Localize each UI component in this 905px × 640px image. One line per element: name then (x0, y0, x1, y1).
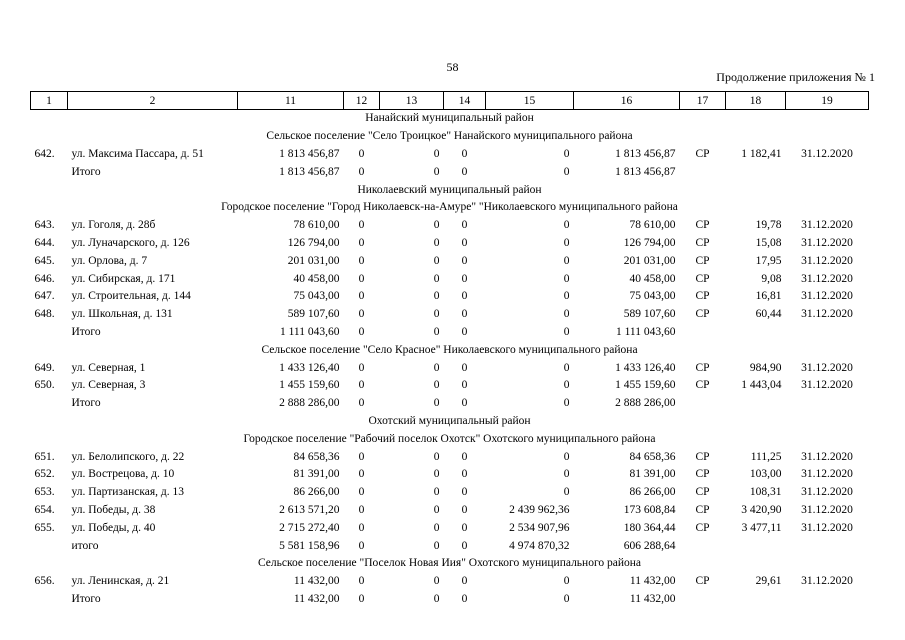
cell-col-16: 173 608,84 (623, 503, 676, 516)
total-row (31, 537, 869, 555)
cell-col-11: 75 043,00 (293, 290, 340, 303)
cell-col-19: 31.12.2020 (801, 219, 853, 232)
cell-col-11: 40 458,00 (293, 272, 340, 285)
cell-col-17 (680, 163, 726, 181)
cell-col-17 (680, 591, 726, 609)
cell-col-2: ул. Ленинская, д. 21 (71, 575, 170, 588)
section-row (31, 181, 869, 199)
cell-col-1: 652. (34, 468, 55, 481)
cell-col-19 (786, 163, 869, 181)
cell-col-17 (680, 395, 726, 413)
cell-col-17: СР (695, 308, 710, 321)
cell-col-11: 126 794,00 (287, 236, 340, 249)
cell-col-17: СР (695, 272, 710, 285)
cell-col-1: 654. (34, 503, 55, 516)
cell-col-15: 0 (563, 308, 570, 321)
cell-col-11: 2 888 286,00 (279, 397, 340, 410)
cell-col-17: СР (695, 254, 710, 267)
cell-col-1: 643. (34, 219, 55, 232)
cell-col-15: 0 (563, 575, 570, 588)
cell-col-11: 1 813 456,87 (279, 165, 340, 178)
total-row (31, 395, 869, 413)
cell-col-18: 103,00 (749, 468, 782, 481)
cell-col-17: СР (695, 361, 710, 374)
section-title: Сельское поселение "Село Троицкое" Нанайского муниципального района (266, 130, 633, 143)
cell-col-2: ул. Строительная, д. 144 (71, 290, 191, 303)
table-row (31, 484, 869, 502)
table-row (31, 519, 869, 537)
cell-col-13: 0 (433, 325, 440, 338)
cell-col-11: 11 432,00 (293, 575, 340, 588)
cell-col-18: 1 182,41 (741, 147, 782, 160)
column-header-19: 19 (786, 92, 869, 110)
cell-col-16: 11 432,00 (629, 575, 676, 588)
cell-col-16: 606 288,64 (623, 539, 676, 552)
table-row (31, 377, 869, 395)
cell-col-12: 0 (358, 450, 365, 463)
cell-col-16: 1 433 126,40 (615, 361, 676, 374)
cell-col-15: 0 (563, 254, 570, 267)
cell-col-11: 2 613 571,20 (279, 503, 340, 516)
cell-col-18 (726, 324, 786, 342)
table-row (31, 288, 869, 306)
cell-col-14: 0 (461, 272, 468, 285)
cell-col-19 (786, 537, 869, 555)
cell-col-14: 0 (461, 165, 468, 178)
cell-col-11: 78 610,00 (293, 219, 340, 232)
cell-col-14: 0 (461, 397, 468, 410)
page-number: 58 (446, 60, 459, 74)
cell-col-12: 0 (358, 379, 365, 392)
cell-col-2: ул. Максима Пассара, д. 51 (71, 147, 204, 160)
table-row (31, 146, 869, 164)
cell-col-13: 0 (433, 272, 440, 285)
cell-col-1: 650. (34, 379, 55, 392)
cell-col-2: ул. Орлова, д. 7 (71, 254, 148, 267)
cell-col-13: 0 (433, 219, 440, 232)
cell-col-17 (680, 324, 726, 342)
section-row (31, 341, 869, 359)
cell-col-18: 3 477,11 (741, 521, 782, 534)
cell-col-2: Итого (71, 165, 101, 178)
section-title: Охотский муниципальный район (368, 414, 531, 427)
cell-col-13: 0 (433, 503, 440, 516)
cell-col-18 (726, 163, 786, 181)
cell-col-12: 0 (358, 486, 365, 499)
registry-table (30, 91, 869, 608)
cell-col-14: 0 (461, 468, 468, 481)
table-row (31, 217, 869, 235)
cell-col-15: 0 (563, 272, 570, 285)
cell-col-16: 201 031,00 (623, 254, 676, 267)
header-row (31, 92, 869, 110)
cell-col-15: 0 (563, 486, 570, 499)
cell-col-13: 0 (433, 361, 440, 374)
cell-col-17 (680, 537, 726, 555)
cell-col-1 (31, 163, 68, 181)
cell-col-11: 1 433 126,40 (279, 361, 340, 374)
cell-col-17: СР (695, 503, 710, 516)
cell-col-19 (786, 591, 869, 609)
cell-col-2: Итого (71, 397, 101, 410)
table-row (31, 252, 869, 270)
cell-col-16: 40 458,00 (629, 272, 676, 285)
cell-col-15: 0 (563, 361, 570, 374)
cell-col-17: СР (695, 379, 710, 392)
column-header-17: 17 (680, 92, 726, 110)
cell-col-19: 31.12.2020 (801, 521, 853, 534)
cell-col-11: 5 581 158,96 (279, 539, 340, 552)
cell-col-14: 0 (461, 379, 468, 392)
table-row (31, 502, 869, 520)
column-header-14: 14 (444, 92, 486, 110)
table-row (31, 359, 869, 377)
cell-col-15: 0 (563, 397, 570, 410)
cell-col-2: ул. Сибирская, д. 171 (71, 272, 176, 285)
cell-col-13: 0 (433, 486, 440, 499)
cell-col-16: 78 610,00 (629, 219, 676, 232)
cell-col-13: 0 (433, 592, 440, 605)
cell-col-12: 0 (358, 308, 365, 321)
cell-col-12: 0 (358, 272, 365, 285)
cell-col-13: 0 (433, 468, 440, 481)
cell-col-14: 0 (461, 575, 468, 588)
cell-col-13: 0 (433, 165, 440, 178)
cell-col-14: 0 (461, 236, 468, 249)
section-row (31, 128, 869, 146)
section-row (31, 413, 869, 431)
cell-col-16: 1 813 456,87 (615, 147, 676, 160)
table-row (31, 306, 869, 324)
cell-col-2: ул. Северная, 1 (71, 361, 146, 374)
cell-col-18 (726, 395, 786, 413)
cell-col-19: 31.12.2020 (801, 379, 853, 392)
cell-col-13: 0 (433, 379, 440, 392)
cell-col-19: 31.12.2020 (801, 290, 853, 303)
cell-col-11: 86 266,00 (293, 486, 340, 499)
cell-col-12: 0 (358, 503, 365, 516)
table-row (31, 466, 869, 484)
cell-col-14: 0 (461, 325, 468, 338)
cell-col-18: 3 420,90 (741, 503, 782, 516)
column-header-16: 16 (574, 92, 680, 110)
cell-col-14: 0 (461, 290, 468, 303)
column-header-15: 15 (486, 92, 574, 110)
cell-col-16: 2 888 286,00 (615, 397, 676, 410)
cell-col-1: 655. (34, 521, 55, 534)
cell-col-13: 0 (433, 539, 440, 552)
cell-col-11: 2 715 272,40 (279, 521, 340, 534)
cell-col-16: 81 391,00 (629, 468, 676, 481)
cell-col-2: ул. Луначарского, д. 126 (71, 236, 190, 249)
cell-col-15: 0 (563, 450, 570, 463)
section-title: Сельское поселение "Село Красное" Николаевского муниципального района (261, 343, 638, 356)
section-title: Городское поселение "Город Николаевск-на-Амуре" "Николаевского муниципального района (221, 201, 678, 214)
cell-col-11: 1 111 043,60 (279, 325, 340, 338)
section-title: Сельское поселение "Поселок Новая Иия" Охотского муниципального района (257, 557, 642, 570)
cell-col-12: 0 (358, 361, 365, 374)
cell-col-19: 31.12.2020 (801, 486, 853, 499)
section-row (31, 199, 869, 217)
cell-col-2: ул. Партизанская, д. 13 (71, 486, 184, 499)
cell-col-2: ул. Победы, д. 40 (71, 521, 156, 534)
cell-col-14: 0 (461, 361, 468, 374)
cell-col-11: 1 813 456,87 (279, 147, 340, 160)
cell-col-19 (786, 395, 869, 413)
cell-col-16: 589 107,60 (623, 308, 676, 321)
cell-col-14: 0 (461, 254, 468, 267)
cell-col-15: 0 (563, 325, 570, 338)
cell-col-1: 648. (34, 308, 55, 321)
cell-col-17: СР (695, 236, 710, 249)
cell-col-1 (31, 324, 68, 342)
cell-col-16: 1 813 456,87 (615, 165, 676, 178)
cell-col-2: ул. Вострецова, д. 10 (71, 468, 175, 481)
cell-col-12: 0 (358, 165, 365, 178)
cell-col-18: 60,44 (755, 308, 782, 321)
cell-col-17: СР (695, 486, 710, 499)
table-row (31, 448, 869, 466)
cell-col-17: СР (695, 219, 710, 232)
cell-col-18: 108,31 (749, 486, 782, 499)
column-header-18: 18 (726, 92, 786, 110)
cell-col-19: 31.12.2020 (801, 503, 853, 516)
cell-col-2: итого (71, 539, 99, 552)
cell-col-15: 0 (563, 147, 570, 160)
cell-col-13: 0 (433, 236, 440, 249)
cell-col-19: 31.12.2020 (801, 272, 853, 285)
cell-col-15: 2 439 962,36 (509, 503, 570, 516)
cell-col-11: 81 391,00 (293, 468, 340, 481)
cell-col-1 (31, 591, 68, 609)
cell-col-13: 0 (433, 290, 440, 303)
cell-col-16: 11 432,00 (629, 592, 676, 605)
cell-col-18: 17,95 (755, 254, 782, 267)
cell-col-15: 0 (563, 236, 570, 249)
table-row (31, 270, 869, 288)
cell-col-12: 0 (358, 236, 365, 249)
cell-col-2: Итого (71, 592, 101, 605)
cell-col-12: 0 (358, 397, 365, 410)
cell-col-16: 1 455 159,60 (615, 379, 676, 392)
cell-col-16: 180 364,44 (623, 521, 676, 534)
column-header-12: 12 (344, 92, 380, 110)
cell-col-19: 31.12.2020 (801, 361, 853, 374)
cell-col-11: 589 107,60 (287, 308, 340, 321)
table-row (31, 235, 869, 253)
cell-col-13: 0 (433, 397, 440, 410)
cell-col-2: ул. Гоголя, д. 28б (71, 219, 156, 232)
cell-col-19: 31.12.2020 (801, 254, 853, 267)
cell-col-12: 0 (358, 592, 365, 605)
cell-col-19: 31.12.2020 (801, 147, 853, 160)
cell-col-14: 0 (461, 147, 468, 160)
cell-col-19 (786, 324, 869, 342)
cell-col-1 (31, 395, 68, 413)
cell-col-1: 647. (34, 290, 55, 303)
cell-col-16: 1 111 043,60 (615, 325, 676, 338)
cell-col-12: 0 (358, 575, 365, 588)
cell-col-13: 0 (433, 521, 440, 534)
section-title: Городское поселение "Рабочий поселок Охотск" Охотского муниципального района (243, 432, 656, 445)
cell-col-18: 16,81 (755, 290, 782, 303)
section-row (31, 110, 869, 128)
cell-col-16: 84 658,36 (629, 450, 676, 463)
cell-col-11: 84 658,36 (293, 450, 340, 463)
column-header-1: 1 (31, 92, 68, 110)
cell-col-19: 31.12.2020 (801, 308, 853, 321)
cell-col-2: ул. Победы, д. 38 (71, 503, 156, 516)
cell-col-17: СР (695, 290, 710, 303)
cell-col-12: 0 (358, 539, 365, 552)
cell-col-18: 9,08 (761, 272, 782, 285)
cell-col-1: 642. (34, 147, 55, 160)
cell-col-12: 0 (358, 219, 365, 232)
cell-col-1: 645. (34, 254, 55, 267)
cell-col-14: 0 (461, 503, 468, 516)
cell-col-18: 984,90 (749, 361, 782, 374)
cell-col-1: 644. (34, 236, 55, 249)
cell-col-11: 1 455 159,60 (279, 379, 340, 392)
cell-col-1: 649. (34, 361, 55, 374)
table-row (31, 573, 869, 591)
cell-col-19: 31.12.2020 (801, 450, 853, 463)
cell-col-16: 86 266,00 (629, 486, 676, 499)
cell-col-19: 31.12.2020 (801, 468, 853, 481)
cell-col-12: 0 (358, 290, 365, 303)
cell-col-14: 0 (461, 486, 468, 499)
cell-col-2: Итого (71, 325, 101, 338)
cell-col-17: СР (695, 450, 710, 463)
cell-col-17: СР (695, 468, 710, 481)
cell-col-14: 0 (461, 592, 468, 605)
section-row (31, 555, 869, 573)
cell-col-18: 111,25 (750, 450, 782, 463)
cell-col-15: 2 534 907,96 (509, 521, 570, 534)
cell-col-2: ул. Белолипского, д. 22 (71, 450, 185, 463)
cell-col-15: 0 (563, 468, 570, 481)
section-title: Нанайский муниципальный район (365, 112, 534, 125)
section-title: Николаевский муниципальный район (357, 183, 542, 196)
cell-col-2: ул. Северная, 3 (71, 379, 146, 392)
cell-col-13: 0 (433, 254, 440, 267)
cell-col-18: 29,61 (755, 575, 782, 588)
cell-col-1: 651. (34, 450, 55, 463)
cell-col-18: 19,78 (755, 219, 782, 232)
cell-col-18: 1 443,04 (741, 379, 782, 392)
cell-col-17: СР (695, 575, 710, 588)
section-row (31, 430, 869, 448)
cell-col-17: СР (695, 147, 710, 160)
cell-col-14: 0 (461, 308, 468, 321)
cell-col-14: 0 (461, 450, 468, 463)
cell-col-15: 4 974 870,32 (509, 539, 570, 552)
cell-col-14: 0 (461, 521, 468, 534)
cell-col-13: 0 (433, 308, 440, 321)
cell-col-17: СР (695, 521, 710, 534)
cell-col-13: 0 (433, 147, 440, 160)
cell-col-15: 0 (563, 219, 570, 232)
cell-col-19: 31.12.2020 (801, 575, 853, 588)
table-body (31, 110, 869, 609)
cell-col-13: 0 (433, 575, 440, 588)
total-row (31, 324, 869, 342)
cell-col-1: 653. (34, 486, 55, 499)
cell-col-16: 126 794,00 (623, 236, 676, 249)
cell-col-1: 656. (34, 575, 55, 588)
cell-col-13: 0 (433, 450, 440, 463)
cell-col-12: 0 (358, 147, 365, 160)
column-header-11: 11 (238, 92, 344, 110)
cell-col-12: 0 (358, 325, 365, 338)
cell-col-14: 0 (461, 539, 468, 552)
cell-col-14: 0 (461, 219, 468, 232)
cell-col-15: 0 (563, 290, 570, 303)
cell-col-19: 31.12.2020 (801, 236, 853, 249)
total-row (31, 163, 869, 181)
cell-col-1 (31, 537, 68, 555)
cell-col-18 (726, 591, 786, 609)
cell-col-15: 0 (563, 165, 570, 178)
cell-col-12: 0 (358, 254, 365, 267)
cell-col-15: 0 (563, 592, 570, 605)
cell-col-16: 75 043,00 (629, 290, 676, 303)
cell-col-11: 11 432,00 (293, 592, 340, 605)
cell-col-1: 646. (34, 272, 55, 285)
cell-col-2: ул. Школьная, д. 131 (71, 308, 173, 321)
column-header-2: 2 (68, 92, 238, 110)
cell-col-18 (726, 537, 786, 555)
cell-col-12: 0 (358, 468, 365, 481)
total-row (31, 591, 869, 609)
cell-col-18: 15,08 (755, 236, 782, 249)
cell-col-15: 0 (563, 379, 570, 392)
cell-col-11: 201 031,00 (287, 254, 340, 267)
continuation-note: Продолжение приложения № 1 (716, 70, 875, 84)
column-header-13: 13 (380, 92, 444, 110)
cell-col-12: 0 (358, 521, 365, 534)
